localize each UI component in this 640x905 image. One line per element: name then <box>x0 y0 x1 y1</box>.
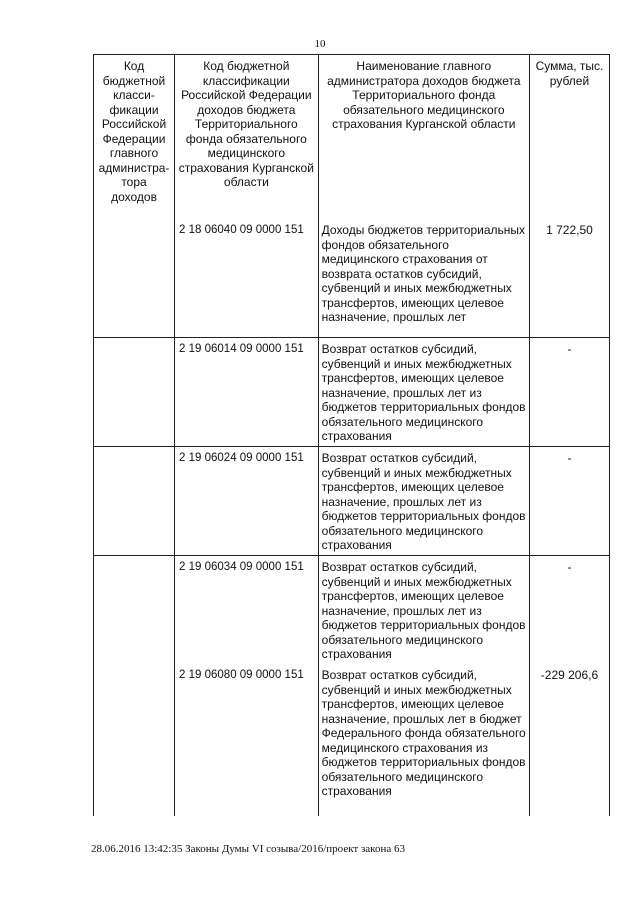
table-row <box>94 447 610 556</box>
sum-cell: - <box>529 447 609 556</box>
header-sum: Сумма, тыс. рублей <box>529 55 609 220</box>
table-row <box>94 664 610 816</box>
table-row <box>94 219 610 338</box>
budget-code-cell: 2 19 06034 09 0000 151 <box>175 556 319 665</box>
admin-code-cell <box>94 219 175 338</box>
admin-code-cell <box>94 447 175 556</box>
name-cell: Доходы бюджетов территориальных фондов обязательного медицинского страхования от возврата остатков субсидий, субвенций и иных межбюджетных трансфертов, имеющих целевое назначение, прошлых лет <box>318 219 529 338</box>
budget-code-cell: 2 19 06014 09 0000 151 <box>175 338 319 447</box>
name-cell: Возврат остатков субсидий, субвенций и иных межбюджетных трансфертов, имеющих целевое назначение, прошлых лет из бюджетов территориальных фондов обязательного медицинского страхования <box>318 338 529 447</box>
name-cell: Возврат остатков субсидий, субвенций и иных межбюджетных трансфертов, имеющих целевое назначение, прошлых лет из бюджетов территориальных фондов обязательного медицинского страхования <box>318 447 529 556</box>
admin-code-cell <box>94 556 175 665</box>
table-row <box>94 556 610 665</box>
budget-code-cell: 2 18 06040 09 0000 151 <box>175 219 319 338</box>
header-name: Наименование главного администратора доходов бюджета Территориального фонда обязательного медицинского страхования Курганской области <box>318 55 529 220</box>
revenue-codes-table <box>93 54 610 816</box>
admin-code-cell <box>94 664 175 816</box>
name-cell: Возврат остатков субсидий, субвенций и иных межбюджетных трансфертов, имеющих целевое назначение, прошлых лет в бюджет Федерального фонда обязательного медицинского страхования из бюджетов территориальных фондов обязательного медицинского страхования <box>318 664 529 816</box>
table-row <box>94 338 610 447</box>
table-header-row <box>94 55 610 220</box>
page-number: 10 <box>314 38 326 50</box>
header-admin-code: Код бюджетной класси-фикации Российской Федерации главного администра-тора доходов <box>94 55 175 220</box>
budget-code-cell: 2 19 06080 09 0000 151 <box>175 664 319 816</box>
budget-code-cell: 2 19 06024 09 0000 151 <box>175 447 319 556</box>
sum-cell: 1 722,50 <box>529 219 609 338</box>
header-budget-code: Код бюджетной классификации Российской Федерации доходов бюджета Территориального фонда обязательного медицинского страхования Курганской области <box>175 55 319 220</box>
sum-cell: -229 206,6 <box>529 664 609 816</box>
admin-code-cell <box>94 338 175 447</box>
sum-cell: - <box>529 556 609 665</box>
name-cell: Возврат остатков субсидий, субвенций и иных межбюджетных трансфертов, имеющих целевое назначение, прошлых лет из бюджетов территориальных фондов обязательного медицинского страхования <box>318 556 529 665</box>
footer-file-path: 28.06.2016 13:42:35 Законы Думы VI созыва/2016/проект закона 63 <box>91 843 405 855</box>
sum-cell: - <box>529 338 609 447</box>
